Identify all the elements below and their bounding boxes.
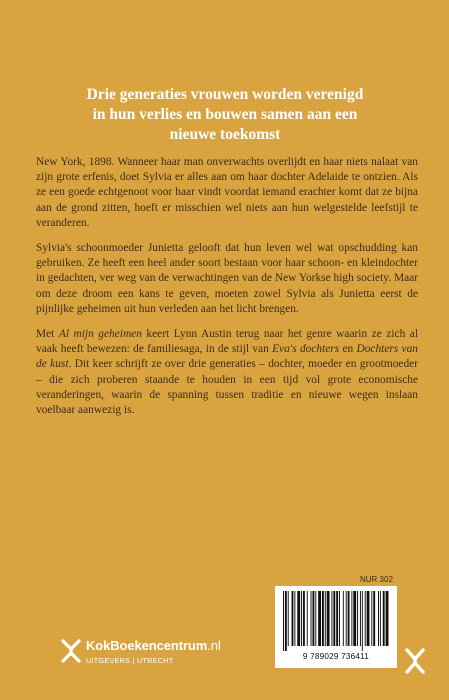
publisher-name-domain: .nl — [207, 638, 221, 653]
blurb-paragraph-2: Sylvia's schoonmoeder Junietta gelooft dat hun leven wel wat opschudding kan gebruiken. Ze heeft een heel ander soort bestaan voor haar schoon- en kleindochter in gedachten, ver weg van de verwachtingen van de New Yorkse high society. Maar om deze droom een kans te geven, moeten zowel Sylvia als Junietta eerst de pijnlijke geheimen uit hun verleden aan het licht brengen. — [36, 242, 418, 315]
book-title-dochters-van-de-kust: Dochters van de kust — [36, 343, 418, 371]
p3-text-a: Met — [36, 328, 59, 341]
barcode — [275, 586, 397, 668]
p3-text-c: en — [339, 343, 357, 356]
publisher-name-bold: KokBoekencentrum — [86, 638, 208, 653]
publisher-name — [86, 638, 221, 653]
blurb — [36, 155, 418, 428]
tagline — [60, 85, 390, 145]
book-title-al-mijn-geheimen: Al mijn geheimen — [58, 328, 142, 341]
blurb-paragraph-1: New York, 1898. Wanneer haar man onverwachts overlijdt en haar niets nalaat van zijn grote erfenis, doet Sylvia er alles aan om haar dochter Adelaide te ontzien. Als ze een goede echtgenoot voor haar vindt voordat iemand erachter komt dat ze bijna aan de grond zitten, hoeft er misschien wel niets aan hun welgestelde leefstijl te veranderen. — [36, 156, 418, 229]
isbn-number: 9 789029 736411 — [302, 652, 370, 661]
blurb-paragraph-3 — [36, 327, 418, 418]
tagline-line-2: in hun verlies en bouwen samen aan een — [92, 106, 358, 123]
tagline-line-3: nieuwe toekomst — [169, 126, 281, 143]
p3-text-b: keert Lynn Austin terug naar het genre waarin ze zich al vaak heeft bewezen: de familiesaga, in de stijl van — [36, 328, 419, 356]
publisher-logo — [60, 634, 270, 674]
nur-code: NUR 302 — [360, 575, 393, 584]
publisher-subtitle: UITGEVERS | UTRECHT — [86, 656, 174, 665]
corner-logo-icon — [404, 647, 426, 675]
publisher-logo-icon — [60, 638, 82, 664]
barcode-bars — [281, 591, 391, 651]
book-title-evas-dochters: Eva's dochters — [272, 343, 340, 356]
tagline-line-1: Drie generaties vrouwen worden verenigd — [86, 86, 364, 103]
p3-text-d: . Dit keer schrijft ze over drie generaties – dochter, moeder en grootmoeder – die zich proberen staande te houden in een tijd vol grote economische veranderingen, waarin de spanning tussen traditie en nieuwe wegen inslaan voelbaar aanwezig is. — [36, 358, 419, 417]
